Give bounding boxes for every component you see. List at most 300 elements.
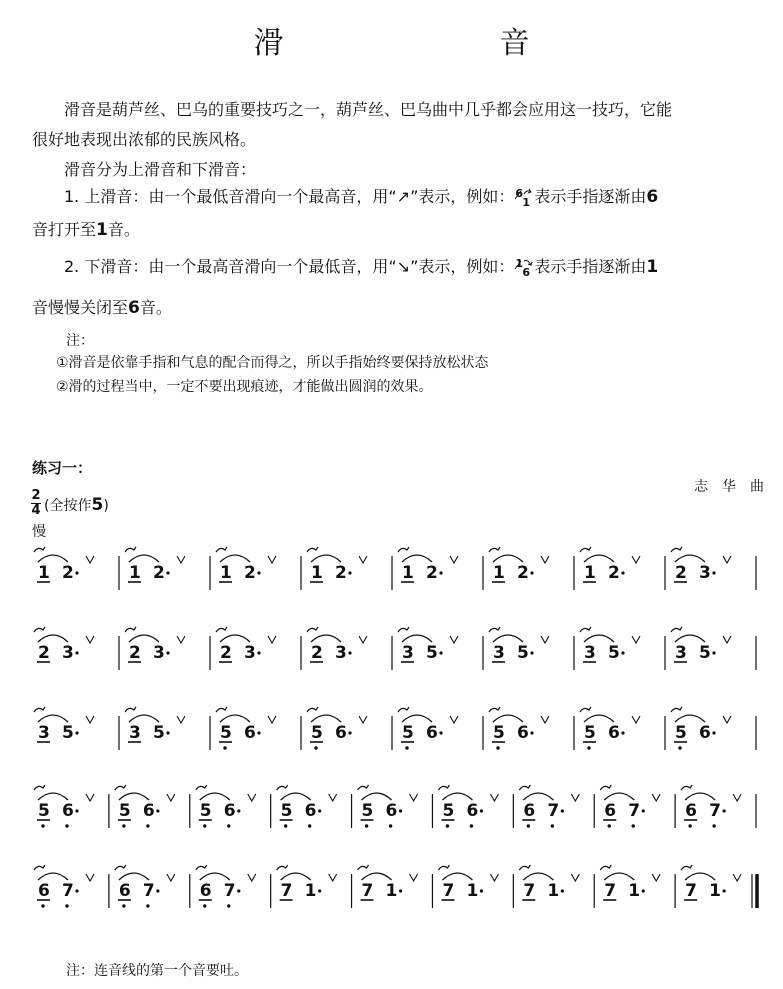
breath-mark [248, 874, 256, 881]
jianpu-note: 5 [153, 723, 165, 743]
breath-mark [410, 874, 418, 881]
breath-mark [86, 716, 94, 723]
jianpu-note: 5 [38, 801, 50, 821]
breath-mark [571, 874, 579, 881]
breath-mark [541, 716, 549, 723]
slide-mark [681, 785, 692, 790]
breath-mark [723, 716, 731, 723]
slide-mark [307, 547, 318, 552]
up-slide-example-top: 6 [515, 187, 524, 200]
duration-dot [439, 571, 442, 574]
jianpu-note: 6 [62, 801, 74, 821]
slur-arc [119, 793, 149, 800]
breath-mark [490, 794, 498, 801]
intro-line-3: 滑音分为上滑音和下滑音： [64, 160, 257, 179]
down-slide-symbol: ↘ [396, 257, 411, 276]
breath-mark [86, 874, 94, 881]
slide-mark [125, 547, 136, 552]
low-octave-dot [678, 746, 681, 749]
low-octave-dot [65, 904, 68, 907]
jianpu-note: 5 [608, 643, 620, 663]
duration-dot [439, 651, 442, 654]
slur-arc [311, 555, 341, 562]
jianpu-note: 1 [220, 563, 232, 583]
jianpu-note: 3 [402, 643, 414, 663]
low-octave-dot [608, 824, 611, 827]
jianpu-note: 5 [361, 801, 374, 821]
down-slide-text-d: 音慢慢关闭至 [32, 298, 129, 317]
low-octave-dot [314, 746, 317, 749]
low-octave-dot [227, 904, 230, 907]
slide-mark [34, 627, 45, 632]
slur-arc [523, 873, 553, 880]
jianpu-note: 5 [280, 801, 293, 821]
jianpu-note: 3 [129, 723, 141, 743]
duration-dot [642, 809, 645, 812]
breath-mark [652, 874, 660, 881]
slide-mark [115, 865, 126, 870]
slur-arc [604, 793, 634, 800]
breath-mark [632, 716, 640, 723]
slide-mark [519, 785, 530, 790]
duration-dot [642, 889, 645, 892]
jianpu-note: 5 [675, 723, 687, 743]
low-octave-dot [203, 904, 206, 907]
down-slide-text-b: ”表示，例如： [410, 257, 515, 276]
slur-arc [311, 715, 341, 722]
up-slide-text-a: 1. 上滑音：由一个最低音滑向一个最高音，用“ [64, 187, 397, 206]
jianpu-note: 7 [523, 881, 536, 901]
slide-mark [216, 707, 227, 712]
breath-mark [723, 556, 731, 563]
breath-mark [268, 636, 276, 643]
jianpu-note: 7 [685, 881, 697, 901]
slide-mark [307, 627, 318, 632]
duration-dot [75, 731, 78, 734]
slide-mark [398, 707, 409, 712]
notes-item-2: ②滑的过程当中，一定不要出现痕迹，才能做出圆润的效果。 [56, 379, 433, 395]
low-octave-dot [712, 824, 715, 827]
time-signature-bottom: 4 [31, 503, 41, 518]
duration-dot [237, 809, 240, 812]
slur-arc [38, 873, 68, 880]
duration-dot [348, 651, 351, 654]
low-octave-dot [551, 824, 554, 827]
jianpu-note: 2 [335, 563, 347, 583]
slide-mark [34, 707, 45, 712]
low-octave-dot [41, 904, 44, 907]
slide-mark [216, 627, 227, 632]
low-octave-dot [122, 904, 125, 907]
slide-mark [358, 865, 369, 870]
jianpu-note: 2 [311, 643, 323, 663]
slur-arc [119, 873, 149, 880]
page-title: 滑 音 [253, 26, 582, 61]
breath-mark [450, 556, 458, 563]
duration-dot [480, 809, 483, 812]
slide-mark [671, 547, 682, 552]
duration-dot [621, 651, 624, 654]
up-slide-symbol: ↗ [396, 187, 411, 206]
slide-mark [438, 785, 449, 790]
duration-dot [480, 889, 483, 892]
slur-arc [584, 715, 614, 722]
jianpu-note: 2 [517, 563, 529, 583]
slur-arc [402, 715, 432, 722]
breath-mark [571, 794, 579, 801]
slur-arc [685, 873, 715, 880]
duration-dot [237, 889, 240, 892]
down-slide-text-e: 音。 [139, 298, 172, 317]
jianpu-note: 7 [142, 881, 155, 901]
duration-dot [156, 809, 159, 812]
jianpu-note: 7 [442, 881, 455, 901]
breath-mark [248, 794, 256, 801]
slide-mark [398, 547, 409, 552]
low-octave-dot [365, 824, 368, 827]
jianpu-note: 2 [220, 643, 232, 663]
jianpu-note: 3 [699, 563, 711, 583]
duration-dot [257, 731, 260, 734]
down-slide-text-a: 2. 下滑音：由一个最高音滑向一个最低音，用“ [64, 257, 397, 276]
breath-mark [359, 636, 367, 643]
time-signature-top: 2 [31, 488, 41, 503]
breath-mark [723, 636, 731, 643]
breath-mark [541, 556, 549, 563]
slide-mark [307, 707, 318, 712]
slide-mark [277, 785, 288, 790]
notes-item-1: ①滑音是依靠手指和气息的配合而得之，所以手指始终要保持放松状态 [56, 355, 489, 371]
duration-dot [348, 571, 351, 574]
jianpu-note: 6 [604, 801, 617, 821]
duration-dot [75, 889, 78, 892]
slide-mark [580, 627, 591, 632]
jianpu-note: 2 [244, 563, 256, 583]
jianpu-note: 5 [426, 643, 438, 663]
jianpu-note: 6 [304, 801, 317, 821]
slide-mark [196, 785, 207, 790]
breath-mark [359, 556, 367, 563]
jianpu-note: 7 [280, 881, 293, 901]
low-octave-dot [308, 824, 311, 827]
slur-arc [38, 715, 68, 722]
low-octave-dot [227, 824, 230, 827]
slur-arc [584, 635, 614, 642]
down-slide-note-a: 1 [646, 257, 659, 277]
duration-dot [530, 651, 533, 654]
low-octave-dot [41, 824, 44, 827]
slur-arc [311, 635, 341, 642]
jianpu-note: 2 [675, 563, 687, 583]
slur-arc [129, 715, 159, 722]
footer-note: 注：连音线的第一个音要吐。 [66, 963, 248, 979]
jianpu-note: 6 [426, 723, 438, 743]
down-slide-example-top: 1 [515, 257, 524, 270]
down-slide-note-b: 6 [128, 298, 140, 318]
jianpu-note: 1 [709, 881, 721, 901]
jianpu-note: 5 [62, 723, 74, 743]
jianpu-note: 5 [517, 643, 529, 663]
duration-dot [621, 571, 624, 574]
slur-arc [38, 555, 68, 562]
jianpu-note: 1 [402, 563, 414, 583]
breath-mark [450, 716, 458, 723]
jianpu-note: 5 [118, 801, 131, 821]
slur-arc [362, 873, 392, 880]
duration-dot [257, 571, 260, 574]
slur-arc [281, 793, 311, 800]
slide-mark [34, 785, 45, 790]
breath-mark [329, 794, 337, 801]
tempo-marking: 慢 [32, 524, 46, 540]
jianpu-note: 6 [699, 723, 711, 743]
duration-dot [166, 651, 169, 654]
intro-line-2: 很好地表现出浓郁的民族风格。 [32, 130, 257, 149]
slide-mark [671, 627, 682, 632]
jianpu-note: 3 [675, 643, 687, 663]
slide-mark [125, 627, 136, 632]
jianpu-note: 3 [584, 643, 596, 663]
duration-dot [530, 731, 533, 734]
breath-mark [167, 874, 175, 881]
jianpu-note: 5 [220, 723, 232, 743]
duration-dot [399, 889, 402, 892]
jianpu-note: 6 [335, 723, 347, 743]
jianpu-note: 3 [62, 643, 74, 663]
slur-arc [220, 555, 250, 562]
slide-mark [580, 547, 591, 552]
jianpu-note: 6 [385, 801, 398, 821]
breath-mark [86, 794, 94, 801]
slide-mark [600, 785, 611, 790]
jianpu-note: 6 [223, 801, 236, 821]
jianpu-note: 5 [493, 723, 505, 743]
jianpu-note: 6 [685, 801, 697, 821]
duration-dot [561, 809, 564, 812]
jianpu-note: 6 [142, 801, 155, 821]
exercise-heading: 练习一： [32, 459, 93, 477]
breath-mark [733, 794, 741, 801]
slide-mark [277, 865, 288, 870]
jianpu-note: 2 [153, 563, 165, 583]
duration-dot [712, 571, 715, 574]
slur-arc [38, 635, 68, 642]
duration-dot [348, 731, 351, 734]
notes-label: 注： [66, 333, 94, 349]
slur-arc [362, 793, 392, 800]
breath-mark [632, 636, 640, 643]
low-octave-dot [203, 824, 206, 827]
low-octave-dot [223, 746, 226, 749]
jianpu-note: 7 [604, 881, 617, 901]
jianpu-note: 2 [38, 643, 50, 663]
duration-dot [166, 731, 169, 734]
slide-mark [489, 627, 500, 632]
low-octave-dot [122, 824, 125, 827]
jianpu-note: 7 [361, 881, 374, 901]
jianpu-note: 1 [311, 563, 323, 583]
slide-mark [358, 785, 369, 790]
intro-line-1: 滑音是葫芦丝、巴乌的重要技巧之一，葫芦丝、巴乌曲中几乎都会应用这一技巧，它能 [64, 100, 673, 119]
duration-dot [399, 809, 402, 812]
low-octave-dot [65, 824, 68, 827]
low-octave-dot [405, 746, 408, 749]
duration-dot [723, 889, 726, 892]
low-octave-dot [688, 824, 691, 827]
jianpu-note: 3 [335, 643, 347, 663]
jianpu-note: 3 [244, 643, 256, 663]
slur-arc [38, 793, 68, 800]
fingering-key-note: 5 [91, 495, 104, 515]
down-slide-text-c: 表示手指逐渐由 [534, 257, 647, 276]
up-slide-text-c: 表示手指逐渐由 [534, 187, 647, 206]
slide-mark [115, 785, 126, 790]
slur-arc [675, 635, 705, 642]
jianpu-note: 6 [517, 723, 529, 743]
breath-mark [177, 636, 185, 643]
slur-arc [523, 793, 553, 800]
jianpu-note: 5 [311, 723, 323, 743]
slur-arc [220, 715, 250, 722]
breath-mark [177, 556, 185, 563]
low-octave-dot [146, 904, 149, 907]
breath-mark [86, 556, 94, 563]
jianpu-note: 5 [199, 801, 212, 821]
jianpu-note: 1 [547, 881, 560, 901]
duration-dot [712, 731, 715, 734]
slur-arc [493, 635, 523, 642]
down-slide-example-bottom: 6 [522, 266, 531, 279]
jianpu-note: 1 [628, 881, 641, 901]
jianpu-note: 1 [584, 563, 596, 583]
jianpu-note: 7 [628, 801, 641, 821]
slur-arc [220, 635, 250, 642]
slide-mark [34, 865, 45, 870]
duration-dot [712, 651, 715, 654]
breath-mark [652, 794, 660, 801]
breath-mark [268, 556, 276, 563]
breath-mark [167, 794, 175, 801]
slur-arc [129, 555, 159, 562]
up-slide-text-d: 音打开至 [32, 220, 97, 239]
jianpu-note: 7 [62, 881, 74, 901]
breath-mark [490, 874, 498, 881]
slide-mark [489, 547, 500, 552]
slide-mark [438, 865, 449, 870]
slide-mark [216, 547, 227, 552]
composer-credit: 志华曲 [694, 479, 778, 495]
jianpu-note: 6 [199, 881, 212, 901]
slide-mark [580, 707, 591, 712]
low-octave-dot [284, 824, 287, 827]
low-octave-dot [496, 746, 499, 749]
jianpu-note: 7 [223, 881, 236, 901]
jianpu-note: 1 [493, 563, 505, 583]
slur-arc [675, 715, 705, 722]
duration-dot [75, 571, 78, 574]
slide-mark [519, 865, 530, 870]
slide-mark [196, 865, 207, 870]
slur-arc [402, 555, 432, 562]
slur-arc [442, 793, 472, 800]
low-octave-dot [470, 824, 473, 827]
duration-dot [561, 889, 564, 892]
slur-arc [281, 873, 311, 880]
jianpu-note: 6 [244, 723, 256, 743]
slur-arc [675, 555, 705, 562]
duration-dot [621, 731, 624, 734]
up-slide-text-b: ”表示，例如： [410, 187, 515, 206]
duration-dot [257, 651, 260, 654]
up-slide-note-a: 6 [646, 187, 659, 207]
jianpu-note: 1 [466, 881, 479, 901]
breath-mark [632, 556, 640, 563]
jianpu-note: 6 [466, 801, 479, 821]
slur-arc [493, 715, 523, 722]
breath-mark [450, 636, 458, 643]
fingering-label: (全按作 [44, 498, 92, 514]
up-slide-note-b: 1 [96, 220, 108, 240]
slur-arc [685, 793, 715, 800]
slur-arc [200, 793, 230, 800]
breath-mark [541, 636, 549, 643]
slur-arc [584, 555, 614, 562]
jianpu-note: 2 [62, 563, 74, 583]
jianpu-note: 5 [699, 643, 711, 663]
jianpu-note: 6 [608, 723, 620, 743]
jianpu-note: 2 [129, 643, 141, 663]
low-octave-dot [632, 824, 635, 827]
slide-mark [398, 627, 409, 632]
fingering-close: ) [103, 498, 109, 514]
breath-mark [359, 716, 367, 723]
slur-arc [402, 635, 432, 642]
up-slide-example-bottom: 1 [522, 196, 531, 209]
jianpu-note: 3 [153, 643, 165, 663]
duration-dot [156, 889, 159, 892]
jianpu-note: 1 [385, 881, 398, 901]
breath-mark [86, 636, 94, 643]
duration-dot [166, 571, 169, 574]
breath-mark [733, 874, 741, 881]
slide-mark [671, 707, 682, 712]
slur-arc [129, 635, 159, 642]
slide-mark [34, 547, 45, 552]
breath-mark [268, 716, 276, 723]
slur-arc [442, 873, 472, 880]
breath-mark [329, 874, 337, 881]
jianpu-note: 5 [584, 723, 596, 743]
jianpu-note: 1 [38, 563, 50, 583]
duration-dot [530, 571, 533, 574]
duration-dot [75, 809, 78, 812]
jianpu-note: 1 [129, 563, 141, 583]
duration-dot [75, 651, 78, 654]
jianpu-note: 6 [523, 801, 536, 821]
low-octave-dot [146, 824, 149, 827]
jianpu-note: 2 [608, 563, 620, 583]
low-octave-dot [389, 824, 392, 827]
duration-dot [318, 809, 321, 812]
slur-arc [604, 873, 634, 880]
jianpu-note: 3 [493, 643, 505, 663]
jianpu-note: 5 [402, 723, 414, 743]
jianpu-note: 5 [442, 801, 455, 821]
duration-dot [318, 889, 321, 892]
slide-mark [125, 707, 136, 712]
jianpu-note: 7 [709, 801, 721, 821]
jianpu-note: 2 [426, 563, 438, 583]
